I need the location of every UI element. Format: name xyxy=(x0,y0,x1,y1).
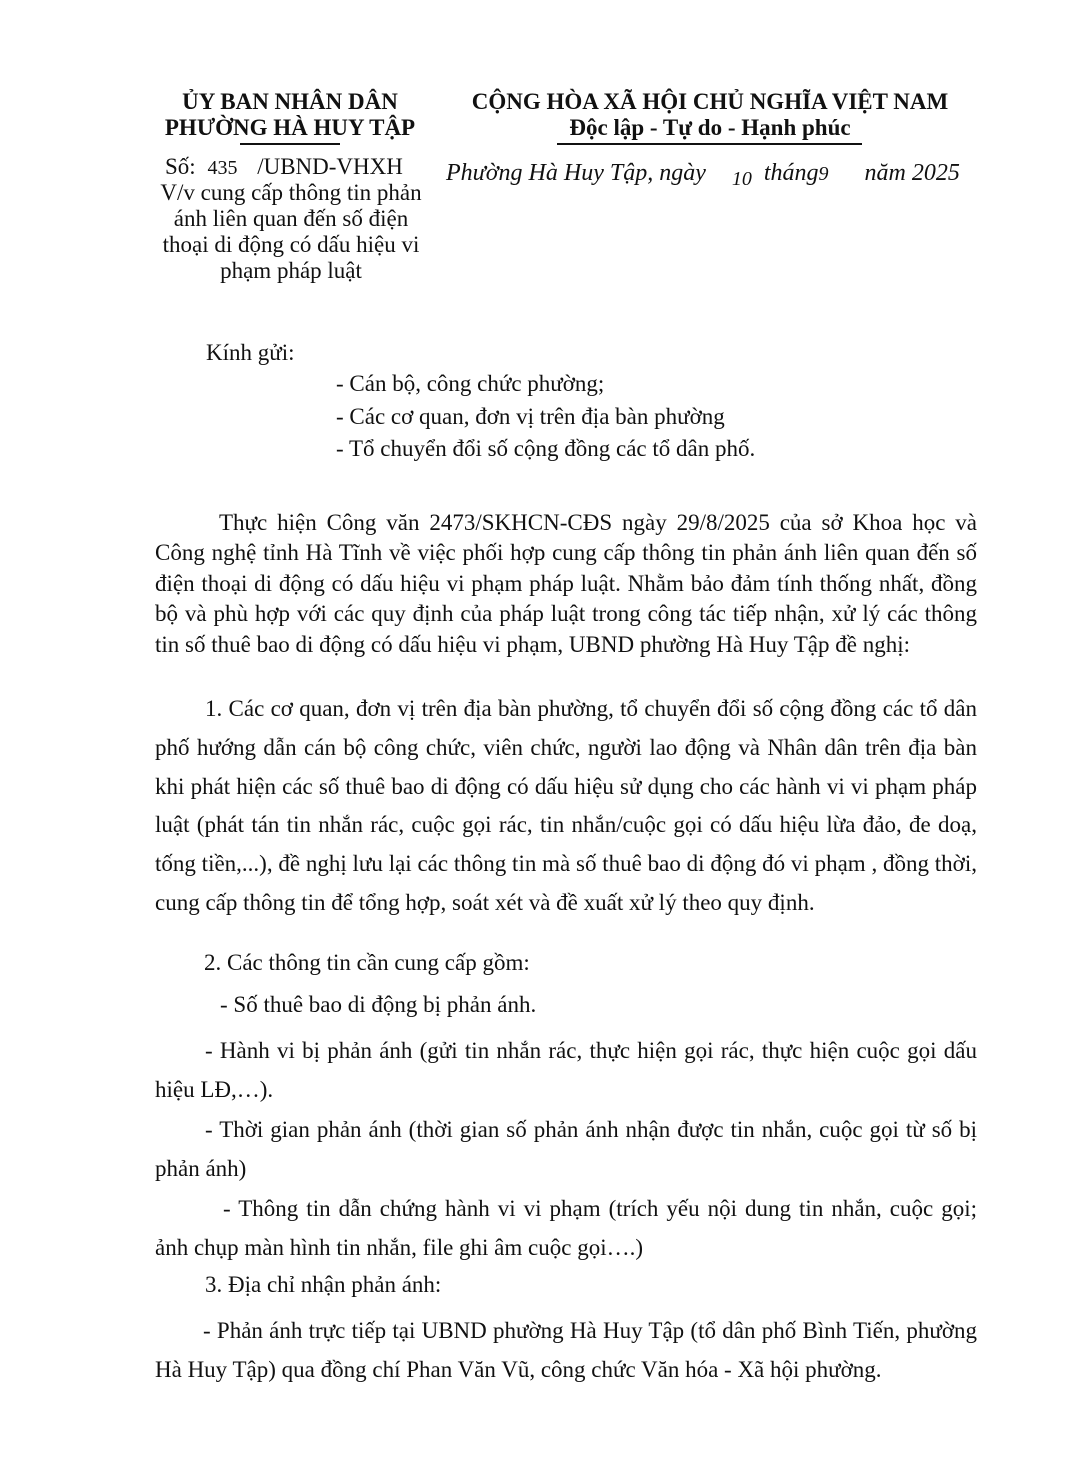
item-2-title: 2. Các thông tin cần cung cấp gồm: xyxy=(204,950,530,975)
subject-line: phạm pháp luật xyxy=(220,258,362,283)
item-2-bullet: - Thông tin dẫn chứng hành vi vi phạm (trích yếu nội dung tin nhắn, cuộc gọi; ảnh chụp màn hình tin nhắn, file ghi âm cuộc gọi….) xyxy=(155,1196,977,1260)
subject-line: ánh liên quan đến số điện xyxy=(173,206,409,231)
greeting: Kính gửi: xyxy=(206,340,295,365)
agency-name-line2: PHƯỜNG HÀ HUY TẬP xyxy=(164,115,416,140)
agency-underline xyxy=(240,143,340,145)
national-motto: Độc lập - Tự do - Hạnh phúc xyxy=(569,115,851,140)
date-year: năm 2025 xyxy=(864,160,960,186)
place-and-date xyxy=(446,160,960,190)
item-2-bullet: - Hành vi bị phản ánh (gửi tin nhắn rác, thực hiện gọi rác, thực hiện cuộc gọi dấu hiệu LĐ,…). xyxy=(155,1038,977,1102)
document-subject xyxy=(148,180,434,284)
document-number xyxy=(165,153,403,182)
item-3-title: 3. Địa chỉ nhận phản ánh: xyxy=(205,1272,442,1297)
document-number-suffix: /UBND-VHXH xyxy=(257,154,403,179)
item-2-bullet: - Thời gian phản ánh (thời gian số phản ánh nhận được tin nhắn, cuộc gọi từ số bị phản ánh) xyxy=(155,1117,977,1181)
date-month-label: tháng xyxy=(763,160,819,186)
date-prefix: Phường Hà Huy Tập, ngày xyxy=(446,160,706,186)
subject-line: V/v cung cấp thông tin phản xyxy=(160,180,422,205)
motto-underline xyxy=(557,143,862,145)
item-3-bullet: - Phản ánh trực tiếp tại UBND phường Hà Huy Tập (tổ dân phố Bình Tiến, phường Hà Huy Tập) qua đồng chí Phan Văn Vũ, công chức Văn hóa - Xã hội phường. xyxy=(155,1318,977,1382)
country-name: CỘNG HÒA XÃ HỘI CHỦ NGHĨA VIỆT NAM xyxy=(471,89,949,114)
agency-name-line1: ỦY BAN NHÂN DÂN xyxy=(182,89,398,114)
date-month: 9 xyxy=(818,163,829,185)
item-2-bullet: - Số thuê bao di động bị phản ánh. xyxy=(220,992,537,1017)
intro-paragraph: Thực hiện Công văn 2473/SKHCN-CĐS ngày 29/8/2025 của sở Khoa học và Công nghệ tỉnh Hà Tĩnh về việc phối hợp cung cấp thông tin phản ánh liên quan đến số điện thoại di động có dấu hiệu vi phạm pháp luật. Nhằm bảo đảm tính thống nhất, đồng bộ và phù hợp với các quy định của pháp luật trong công tác tiếp nhận, xử lý các thông tin số thuê bao di động có dấu hiệu vi phạm, UBND phường Hà Huy Tập đề nghị: xyxy=(155,510,977,657)
document-number-value: 435 xyxy=(207,157,238,179)
document-number-prefix: Số: xyxy=(165,154,196,179)
item-1-paragraph: 1. Các cơ quan, đơn vị trên địa bàn phường, tổ chuyển đổi số cộng đồng các tổ dân phố hướng dẫn cán bộ công chức, viên chức, người lao động và Nhân dân trên địa bàn khi phát hiện các số thuê bao di động có dấu hiệu sử dụng cho các hành vi vi phạm pháp luật (phát tán tin nhắn rác, cuộc gọi rác, tin nhắn/cuộc gọi có dấu hiệu lừa đảo, đe doạ, tống tiền,...), đề nghị lưu lại các thông tin mà số thuê bao di động đó vi phạm , đồng thời, cung cấp thông tin để tổng hợp, soát xét và đề xuất xử lý theo quy định. xyxy=(155,696,977,915)
recipient-item: - Cán bộ, công chức phường; xyxy=(336,371,605,396)
recipient-item: - Tổ chuyển đổi số cộng đồng các tổ dân phố. xyxy=(336,436,756,461)
recipient-item: - Các cơ quan, đơn vị trên địa bàn phường xyxy=(336,404,725,429)
subject-line: thoại di động có dấu hiệu vi xyxy=(162,232,420,257)
date-day: 10 xyxy=(731,168,752,190)
